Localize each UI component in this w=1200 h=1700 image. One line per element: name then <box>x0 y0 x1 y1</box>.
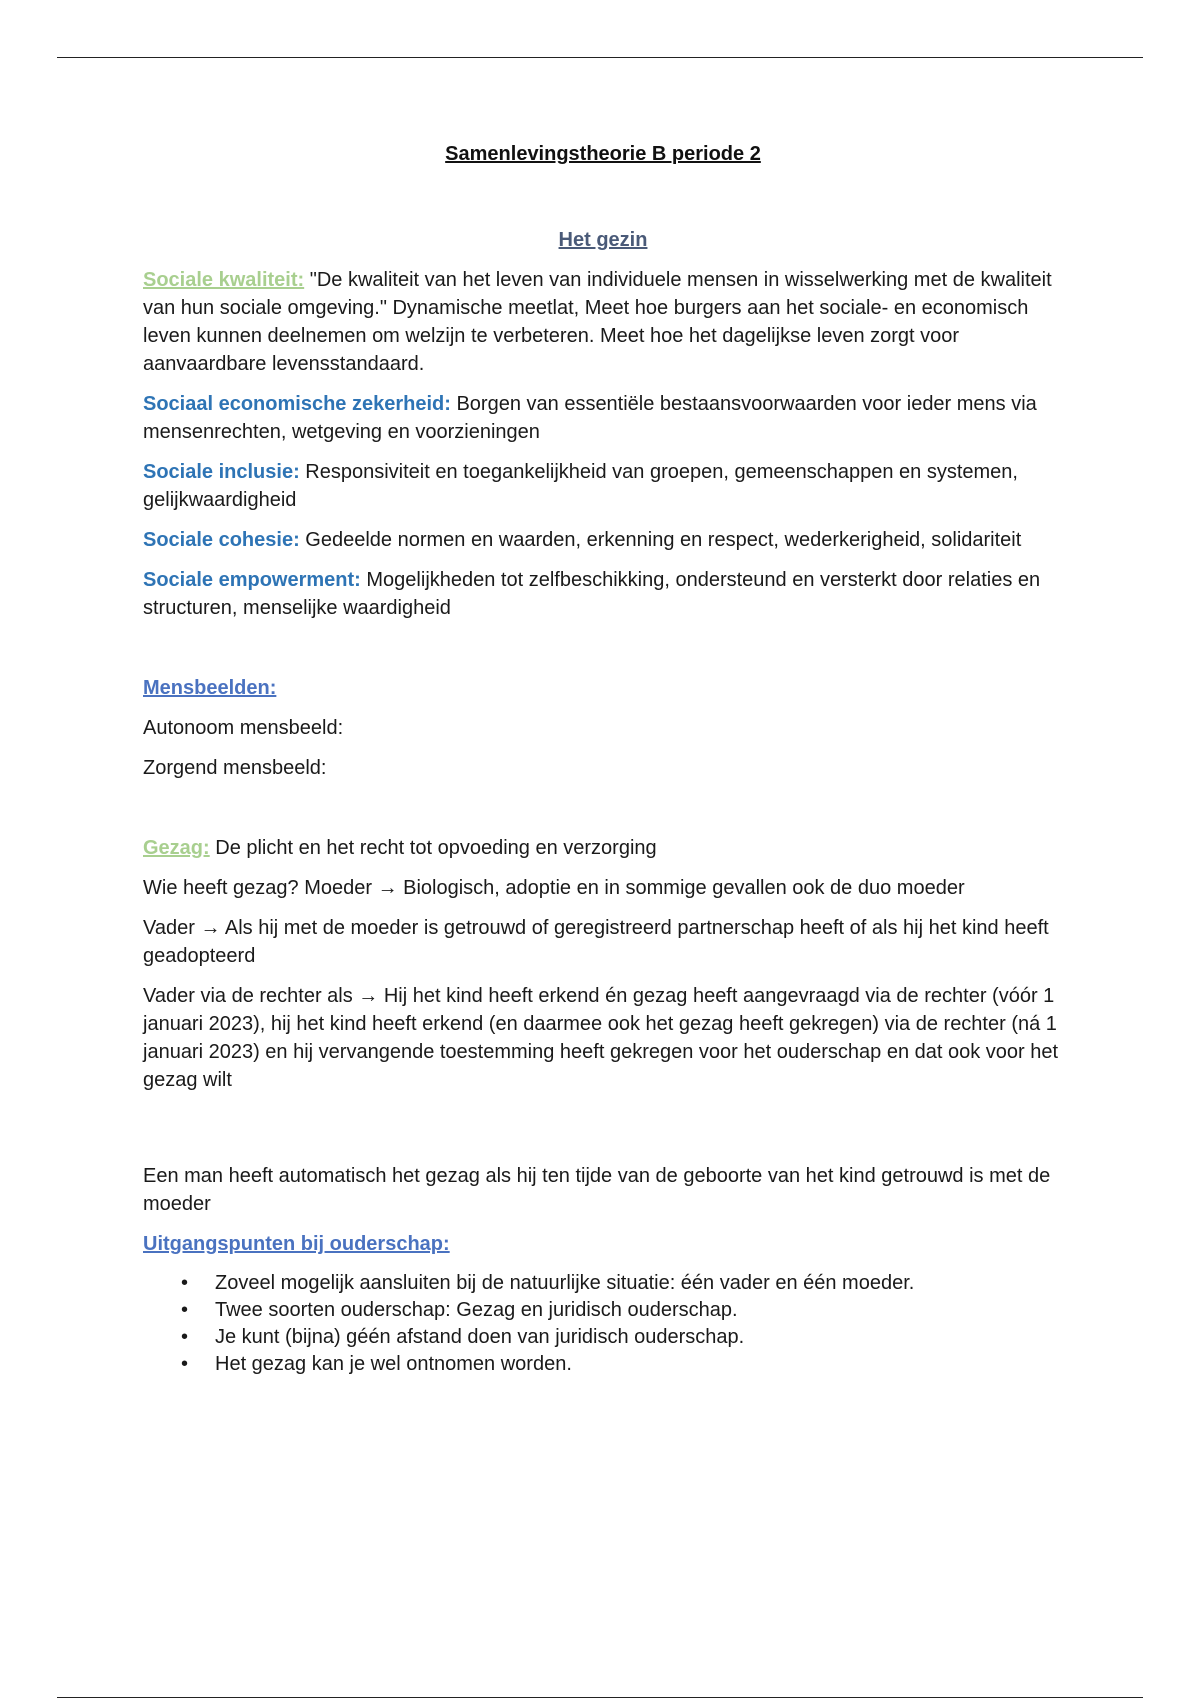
mensbeelden-heading <box>143 674 1063 702</box>
list-item <box>181 1297 1063 1324</box>
term-label: Sociale empowerment: <box>143 569 361 591</box>
list-item <box>181 1324 1063 1351</box>
uitgangspunten-heading-text: Uitgangspunten bij ouderschap: <box>143 1233 450 1255</box>
mensbeeld-autonoom: Autonoom mensbeeld: <box>143 717 344 739</box>
list-item-text: Je kunt (bijna) géén afstand doen van juridisch ouderschap. <box>215 1326 745 1348</box>
document-title: Samenlevingstheorie B periode 2 <box>445 143 761 165</box>
bullet-icon: • <box>181 1299 189 1321</box>
definition-text: Responsiviteit en toegankelijkheid van groepen, gemeenschappen en systemen, gelijkwaardigheid <box>143 461 1018 511</box>
spacer <box>143 1106 1063 1162</box>
gezag-paragraph-moeder: Wie heeft gezag? Moeder → Biologisch, adoptie en in sommige gevallen ook de duo moeder <box>143 877 965 899</box>
term-label: Sociale kwaliteit: <box>143 269 305 291</box>
bullet-icon: • <box>181 1353 189 1375</box>
term-label: Gezag: <box>143 837 210 859</box>
section-title: Het gezin <box>558 229 648 251</box>
mensbeelden-heading-text: Mensbeelden: <box>143 677 277 699</box>
bullet-icon: • <box>181 1326 189 1348</box>
term-label: Sociale inclusie: <box>143 461 300 483</box>
term-label: Sociaal economische zekerheid: <box>143 393 451 415</box>
definition-text: De plicht en het recht tot opvoeding en verzorging <box>209 837 657 859</box>
list-item-text: Zoveel mogelijk aansluiten bij de natuurlijke situatie: één vader en één moeder. <box>215 1272 915 1294</box>
definition-gezag <box>143 834 1063 862</box>
gezag-automatisch: Een man heeft automatisch het gezag als hij ten tijde van de geboorte van het kind getrouwd is met de moeder <box>143 1165 1051 1215</box>
list-item <box>181 1270 1063 1297</box>
definition-text: Mogelijkheden tot zelfbeschikking, ondersteund en versterkt door relaties en structuren, menselijke waardigheid <box>143 569 1041 619</box>
definition-sociale-cohesie <box>143 526 1063 554</box>
bullet-icon: • <box>181 1272 189 1294</box>
list-item-text: Het gezag kan je wel ontnomen worden. <box>215 1353 572 1375</box>
spacer <box>143 634 1063 674</box>
term-label: Sociale cohesie: <box>143 529 300 551</box>
definition-sociale-empowerment <box>143 566 1063 622</box>
definition-sociaal-economische-zekerheid <box>143 390 1063 446</box>
mensbeeld-zorgend: Zorgend mensbeeld: <box>143 757 327 779</box>
document-body <box>143 140 1063 1378</box>
page-bottom-rule <box>57 1697 1143 1698</box>
gezag-paragraph-vader: Vader → Als hij met de moeder is getrouwd of geregistreerd partnerschap heeft of als hij het kind heeft geadopteerd <box>143 917 1049 967</box>
page-top-rule <box>57 57 1143 58</box>
list-item-text: Twee soorten ouderschap: Gezag en juridisch ouderschap. <box>215 1299 738 1321</box>
uitgangspunten-heading <box>143 1230 1063 1258</box>
definition-sociale-inclusie <box>143 458 1063 514</box>
definition-text: Gedeelde normen en waarden, erkenning en respect, wederkerigheid, solidariteit <box>299 529 1022 551</box>
definition-sociale-kwaliteit <box>143 266 1063 378</box>
spacer <box>143 794 1063 834</box>
gezag-paragraph-rechter: Vader via de rechter als → Hij het kind heeft erkend én gezag heeft aangevraagd via de rechter (vóór 1 januari 2023), hij het kind heeft erkend (en daarmee ook het gezag heeft gekregen) via de rechter (ná 1 januari 2023) en hij vervangende toestemming heeft gekregen voor het ouderschap en dat ook voor het gezag wilt <box>143 985 1059 1091</box>
definition-text: "De kwaliteit van het leven van individuele mensen in wisselwerking met de kwaliteit van hun sociale omgeving." Dynamische meetlat, Meet hoe burgers aan het sociale- en economisch leven kunnen deelnemen om welzijn te verbeteren. Meet hoe het dagelijkse leven zorgt voor aanvaardbare levensstandaard. <box>143 269 1052 375</box>
definition-text: Borgen van essentiële bestaansvoorwaarden voor ieder mens via mensenrechten, wetgeving en voorzieningen <box>143 393 1037 443</box>
uitgangspunten-list <box>143 1270 1063 1378</box>
list-item <box>181 1351 1063 1378</box>
